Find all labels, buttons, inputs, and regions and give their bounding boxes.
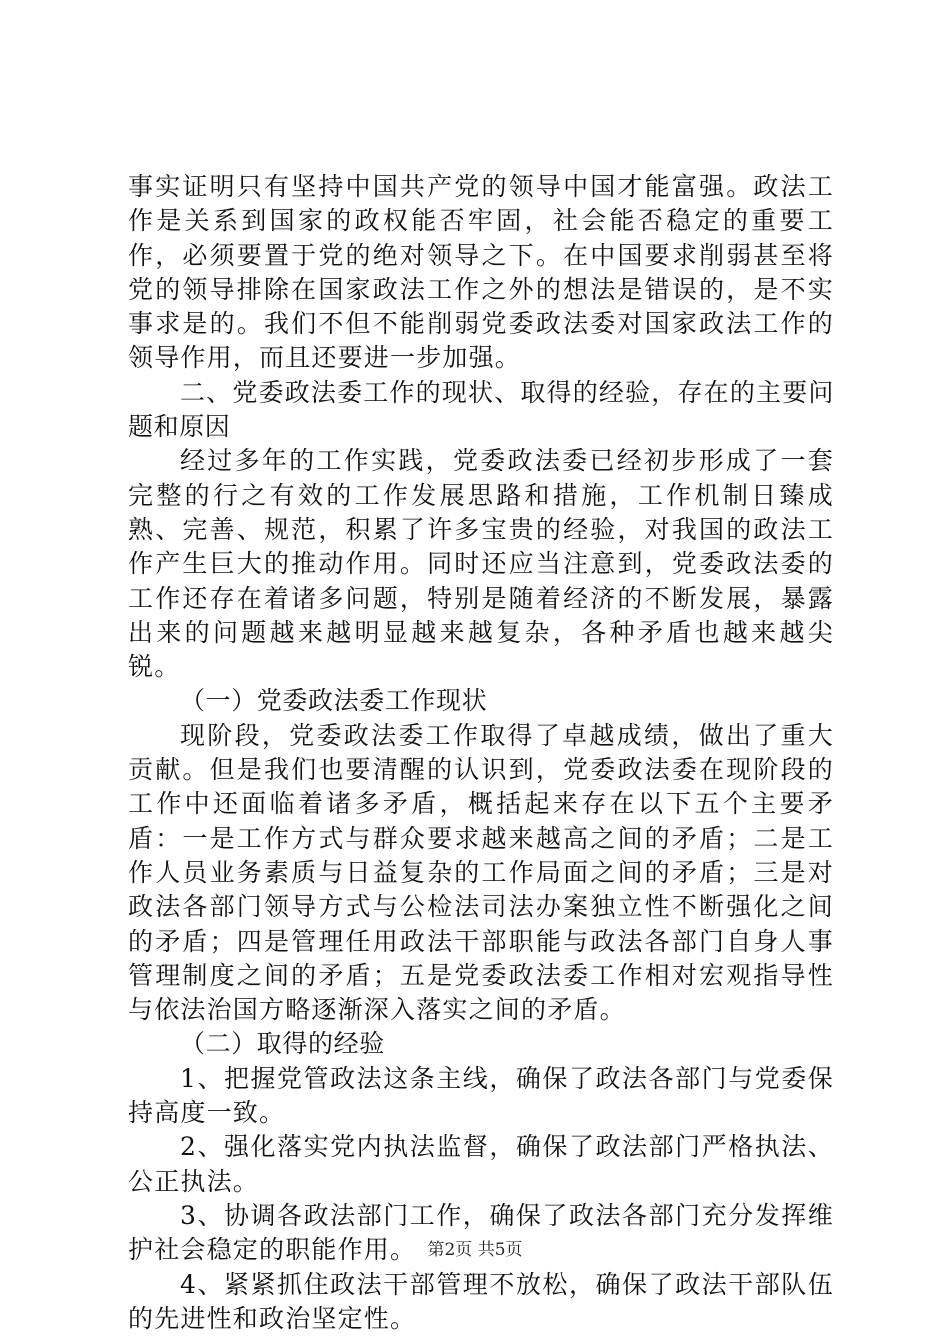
paragraph-conclusion: 事实证明只有坚持中国共产党的领导中国才能富强。政法工作是关系到国家的政权能否牢固，社会能否稳定的重要工作，必须要置于党的绝对领导之下。在中国要求削弱甚至将党的领导排除在国家政法工作之外的想法是错误的，是不实事求是的。我们不但不能削弱党委政法委对国家政法工作的领导作用，而且还要进一步加强。 [128, 172, 834, 373]
page-number-footer: 第2页 共5页 [427, 1240, 523, 1260]
document-body [128, 170, 834, 1336]
list-item-experience-4: 4、紧紧抓住政法干部管理不放松，确保了政法干部队伍的先进性和政治坚定性。 [128, 1269, 834, 1333]
subsection-heading-status: （一）党委政法委工作现状 [180, 686, 488, 716]
subsection-heading-experience: （二）取得的经验 [180, 1029, 385, 1059]
paragraph-contradictions: 现阶段，党委政法委工作取得了卓越成绩，做出了重大贡献。但是我们也要清醒的认识到，党委政法委在现阶段的工作中还面临着诸多矛盾，概括起来存在以下五个主要矛盾：一是工作方式与群众要求越来越高之间的矛盾；二是工作人员业务素质与日益复杂的工作局面之间的矛盾；三是对政法各部门领导方式与公检法司法办案独立性不断强化之间的矛盾；四是管理任用政法干部职能与政法各部门自身人事管理制度之间的矛盾；五是党委政法委工作相对宏观指导性与依法治国方略逐渐深入落实之间的矛盾。 [128, 720, 834, 1025]
list-item-experience-2: 2、强化落实党内执法监督，确保了政法部门严格执法、公正执法。 [128, 1132, 834, 1196]
list-item-experience-1: 1、把握党管政法这条主线，确保了政法各部门与党委保持高度一致。 [128, 1063, 834, 1128]
section-heading-two: 二、党委政法委工作的现状、取得的经验，存在的主要问题和原因 [128, 377, 834, 442]
paragraph-practice: 经过多年的工作实践，党委政法委已经初步形成了一套完整的行之有效的工作发展思路和措施，工作机制日臻成熟、完善、规范，积累了许多宝贵的经验，对我国的政法工作产生巨大的推动作用。同时还应当注意到，党委政法委的工作还存在着诸多问题，特别是随着经济的不断发展，暴露出来的问题越来越明显越来越复杂，各种矛盾也越来越尖锐。 [128, 446, 834, 682]
list-item-experience-3: 3、协调各政法部门工作，确保了政法各部门充分发挥维护社会稳定的职能作用。 [128, 1200, 834, 1265]
